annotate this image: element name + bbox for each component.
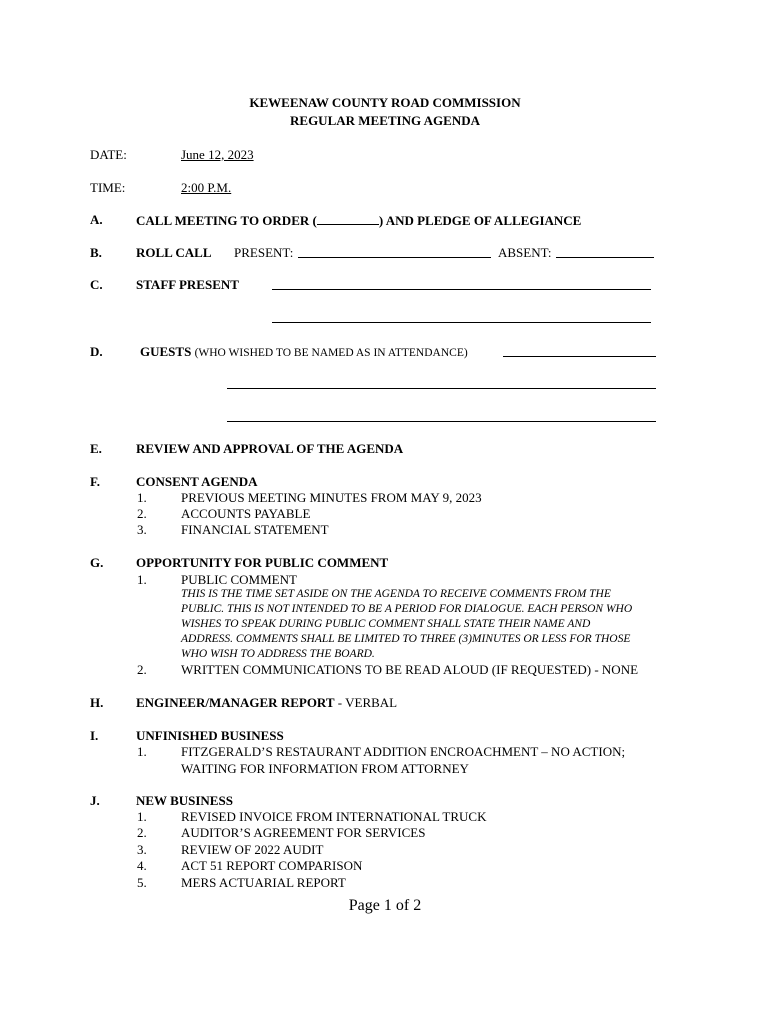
list-item: PREVIOUS MEETING MINUTES FROM MAY 9, 2023 xyxy=(181,490,482,505)
section-g-title: OPPORTUNITY FOR PUBLIC COMMENT xyxy=(136,555,389,570)
section-b-title: ROLL CALL xyxy=(136,245,212,260)
document-title: REGULAR MEETING AGENDA xyxy=(290,113,480,128)
section-d-title xyxy=(140,345,468,360)
list-item: FINANCIAL STATEMENT xyxy=(181,522,329,537)
date-label: DATE: xyxy=(90,147,127,162)
guests-blank-line-2 xyxy=(227,388,656,389)
section-d-letter: D. xyxy=(90,344,103,359)
section-h-letter: H. xyxy=(90,695,104,710)
list-item: WRITTEN COMMUNICATIONS TO BE READ ALOUD (IF REQUESTED) - NONE xyxy=(181,662,639,677)
list-item-num: 1. xyxy=(137,744,147,759)
section-f-title: CONSENT AGENDA xyxy=(136,474,258,489)
call-to-order-time-blank xyxy=(317,213,379,225)
list-item-num: 2. xyxy=(137,506,147,521)
section-j-title: NEW BUSINESS xyxy=(136,793,233,808)
present-label: PRESENT: xyxy=(234,245,294,260)
section-f-letter: F. xyxy=(90,474,100,489)
org-name: KEWEENAW COUNTY ROAD COMMISSION xyxy=(249,95,521,110)
time-label: TIME: xyxy=(90,180,126,195)
section-h-title xyxy=(136,696,397,709)
section-d-title-text: GUESTS xyxy=(140,344,192,359)
section-e-title: REVIEW AND APPROVAL OF THE AGENDA xyxy=(136,441,404,456)
guests-blank-line-1 xyxy=(503,356,656,357)
list-item: REVISED INVOICE FROM INTERNATIONAL TRUCK xyxy=(181,809,487,824)
list-item: MERS ACTUARIAL REPORT xyxy=(181,875,346,890)
section-e-letter: E. xyxy=(90,441,102,456)
list-item: FITZGERALD’S RESTAURANT ADDITION ENCROACHMENT – NO ACTION; xyxy=(181,744,626,759)
public-comment-note-line: THIS IS THE TIME SET ASIDE ON THE AGENDA TO RECEIVE COMMENTS FROM THE xyxy=(181,588,611,600)
list-item: REVIEW OF 2022 AUDIT xyxy=(181,842,324,857)
list-item: PUBLIC COMMENT xyxy=(181,572,297,587)
section-j-letter: J. xyxy=(90,793,100,808)
list-item: AUDITOR’S AGREEMENT FOR SERVICES xyxy=(181,825,426,840)
section-h-title-text: ENGINEER/MANAGER REPORT xyxy=(136,695,335,710)
section-i-letter: I. xyxy=(90,728,99,743)
list-item-num: 1. xyxy=(137,572,147,587)
section-a-text-before: CALL MEETING TO ORDER ( xyxy=(136,213,317,228)
date-value: June 12, 2023 xyxy=(181,147,254,162)
time-value: 2:00 P.M. xyxy=(181,180,232,195)
staff-blank-line-2 xyxy=(272,322,651,323)
section-d-note: (WHO WISHED TO BE NAMED AS IN ATTENDANCE) xyxy=(194,347,468,359)
section-g-letter: G. xyxy=(90,555,104,570)
present-blank-line xyxy=(298,257,491,258)
list-item: ACT 51 REPORT COMPARISON xyxy=(181,858,363,873)
guests-blank-line-3 xyxy=(227,421,656,422)
section-a-title xyxy=(136,213,581,227)
section-i-title: UNFINISHED BUSINESS xyxy=(136,728,284,743)
list-item-num: 1. xyxy=(137,809,147,824)
section-a-letter: A. xyxy=(90,212,103,227)
section-h-suffix: - VERBAL xyxy=(334,695,398,710)
section-c-title: STAFF PRESENT xyxy=(136,277,239,292)
list-item-num: 5. xyxy=(137,875,147,890)
section-a-text-after: ) AND PLEDGE OF ALLEGIANCE xyxy=(378,213,582,228)
absent-label: ABSENT: xyxy=(498,245,552,260)
absent-blank-line xyxy=(556,257,654,258)
list-item: ACCOUNTS PAYABLE xyxy=(181,506,311,521)
section-c-letter: C. xyxy=(90,277,103,292)
list-item-num: 4. xyxy=(137,858,147,873)
staff-blank-line-1 xyxy=(272,289,651,290)
public-comment-note-line: PUBLIC. THIS IS NOT INTENDED TO BE A PERIOD FOR DIALOGUE. EACH PERSON WHO xyxy=(181,603,633,615)
list-item-num: 3. xyxy=(137,522,147,537)
page-number: Page 1 of 2 xyxy=(348,897,422,914)
list-item-num: 1. xyxy=(137,490,147,505)
list-item-num: 3. xyxy=(137,842,147,857)
public-comment-note-line: ADDRESS. COMMENTS SHALL BE LIMITED TO THREE (3)MINUTES OR LESS FOR THOSE xyxy=(181,633,631,645)
list-item-num: 2. xyxy=(137,825,147,840)
section-b-letter: B. xyxy=(90,245,102,260)
list-item-continuation: WAITING FOR INFORMATION FROM ATTORNEY xyxy=(181,761,469,776)
list-item-num: 2. xyxy=(137,662,147,677)
public-comment-note-line: WISHES TO SPEAK DURING PUBLIC COMMENT SHALL STATE THEIR NAME AND xyxy=(181,618,591,630)
public-comment-note-line: WHO WISH TO ADDRESS THE BOARD. xyxy=(181,648,375,660)
